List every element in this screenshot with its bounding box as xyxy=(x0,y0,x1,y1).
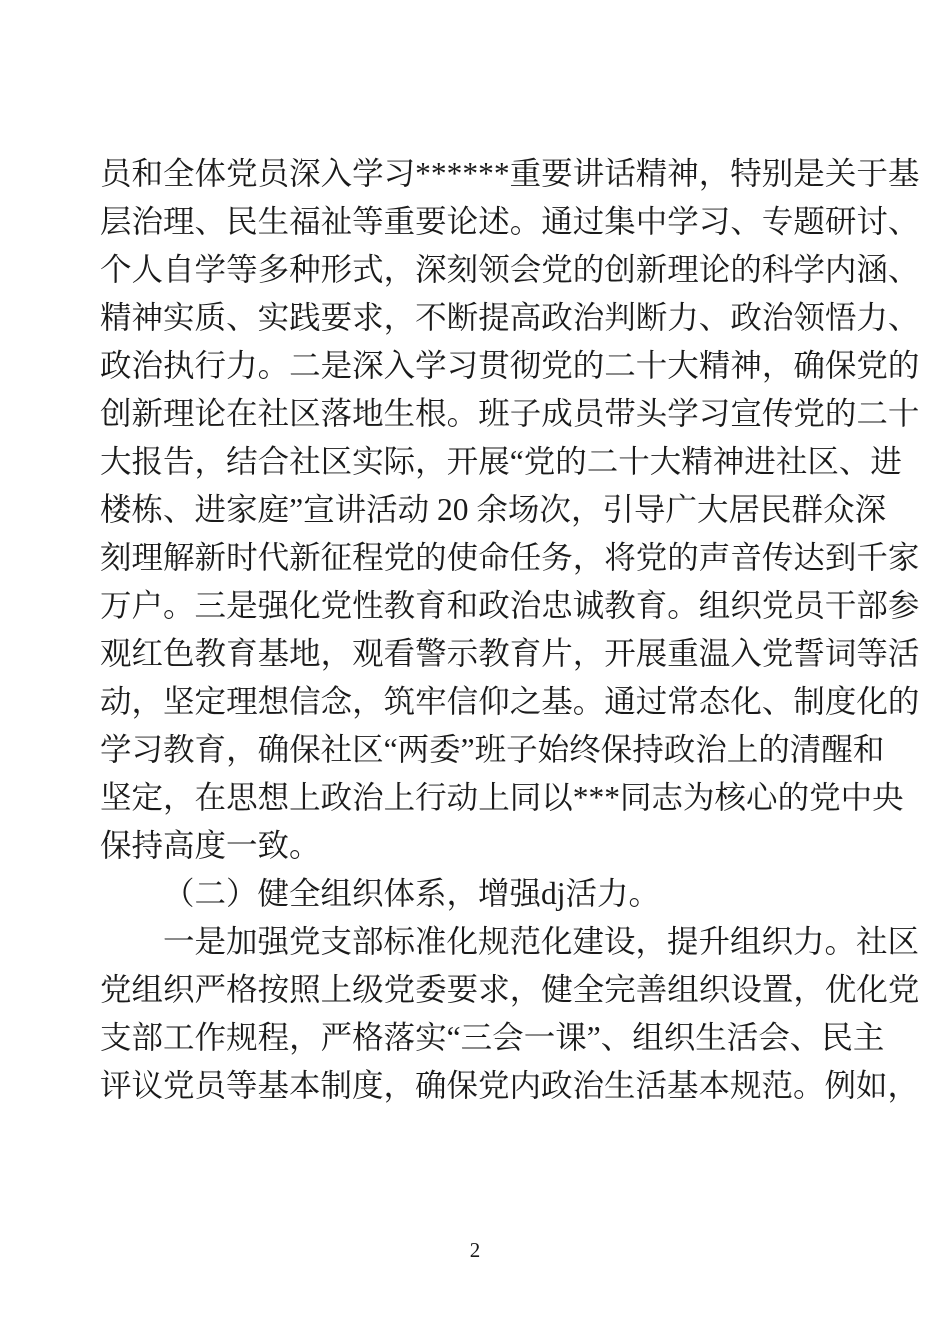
text-line: 保持高度一致。 xyxy=(100,828,321,863)
text-line: 支 部 工 作 规 程 ， 严 格 落 实 “ 三 会 一 课 ” 、 组 织 生 活 会 、 民 主 xyxy=(100,1020,885,1055)
text-line: 大 报 告 ， 结 合 社 区 实 际 ， 开 展 “ 党 的 二 十 大 精 神 进 社 区 、 进 xyxy=(100,444,902,479)
text-line: 刻 理 解 新 时 代 新 征 程 党 的 使 命 任 务 ， 将 党 的 声 音 传 达 到 千 家 xyxy=(100,540,920,575)
text-line: 坚 定 ， 在 思 想 上 政 治 上 行 动 上 同 以 * * * 同 志 为 核 心 的 党 中 央 xyxy=(100,780,904,815)
text-line: 政 治 执 行 力 。 二 是 深 入 学 习 贯 彻 党 的 二 十 大 精 神 ， 确 保 党 的 xyxy=(100,348,920,383)
text-line: 党 组 织 严 格 按 照 上 级 党 委 要 求 ， 健 全 完 善 组 织 设 置 ， 优 化 党 xyxy=(100,972,920,1007)
text-line: 楼 栋 、 进 家 庭 ” 宣 讲 活 动 2 0 余 场 次 ， 引 导 广 大 居 民 群 众 深 xyxy=(100,492,887,527)
text-line: 评议党员等基本制度，确保党内政治生活基本规范。例如， xyxy=(100,1068,920,1103)
text-line: 万 户 。 三 是 强 化 党 性 教 育 和 政 治 忠 诚 教 育 。 组 织 党 员 干 部 参 xyxy=(100,588,920,623)
text-line: 员 和 全 体 党 员 深 入 学 习 * * * * * * 重 要 讲 话 精 神 ， 特 别 是 关 于 基 xyxy=(100,156,920,191)
text-line: 观 红 色 教 育 基 地 ， 观 看 警 示 教 育 片 ， 开 展 重 温 入 党 誓 词 等 活 xyxy=(100,636,920,671)
text-line: 学 习 教 育 ， 确 保 社 区 “ 两 委 ” 班 子 始 终 保 持 政 治 上 的 清 醒 和 xyxy=(100,732,885,767)
text-line: 层 治 理 、 民 生 福 祉 等 重 要 论 述 。 通 过 集 中 学 习 、 专 题 研 讨 、 xyxy=(100,204,920,239)
text-line: 个 人 自 学 等 多 种 形 式 ， 深 刻 领 会 党 的 创 新 理 论 的 科 学 内 涵 、 xyxy=(100,252,920,287)
page-number: 2 xyxy=(469,1238,481,1262)
text-line: 创 新 理 论 在 社 区 落 地 生 根 。 班 子 成 员 带 头 学 习 宣 传 党 的 二 十 xyxy=(100,396,920,431)
text-line: 精 神 实 质 、 实 践 要 求 ， 不 断 提 高 政 治 判 断 力 、 政 治 领 悟 力 、 xyxy=(100,300,920,335)
text-line: （二）健全组织体系，增强dj活力。 xyxy=(163,876,661,911)
text-line: 一是加强党支部标准化规范化建设，提升组织力。社区 xyxy=(163,924,920,959)
text-line: 动 ， 坚 定 理 想 信 念 ， 筑 牢 信 仰 之 基 。 通 过 常 态 化 、 制 度 化 的 xyxy=(100,684,920,719)
